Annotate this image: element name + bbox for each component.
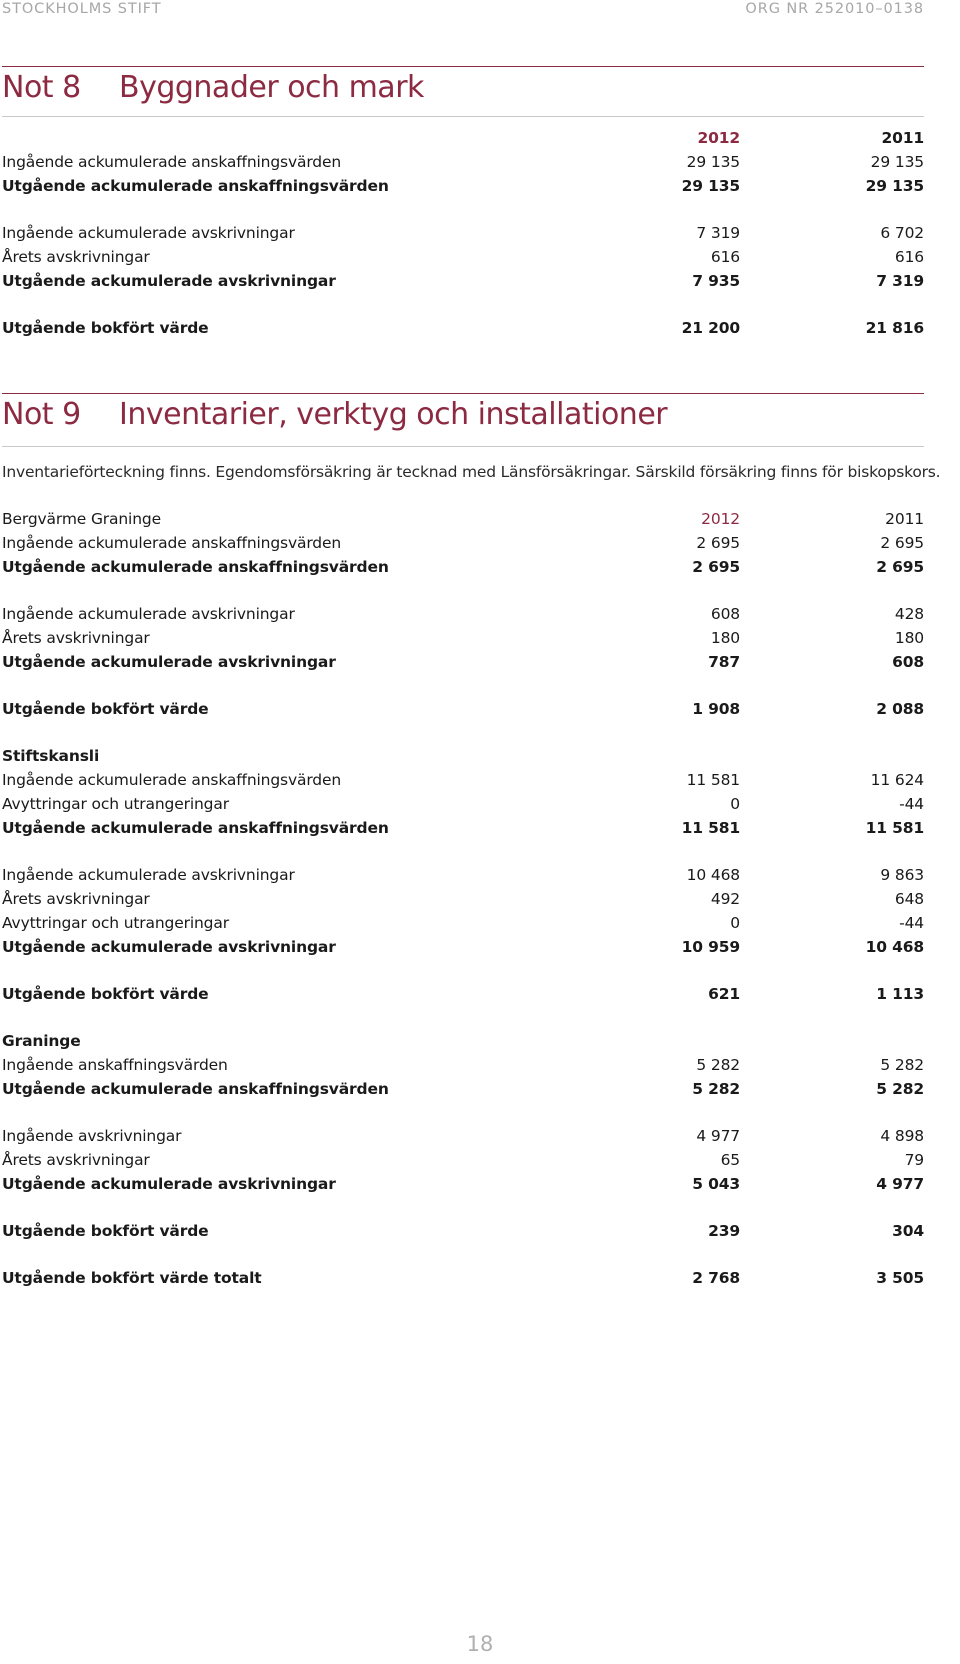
row-label: Ingående ackumulerade anskaffningsvärden — [2, 771, 342, 789]
value-2011: 428 — [894, 605, 924, 623]
table-row — [2, 626, 924, 650]
row-label: Utgående ackumulerade avskrivningar — [2, 938, 336, 956]
note9-top-rule — [2, 393, 924, 394]
value-2012: 65 — [720, 1151, 740, 1169]
running-header-left: STOCKHOLMS STIFT — [2, 1, 162, 17]
value-2012: 5 282 — [692, 1080, 740, 1098]
note8-table — [2, 126, 924, 340]
value-2011: 11 581 — [865, 819, 924, 837]
table-row — [2, 221, 924, 245]
row-label: Ingående ackumulerade avskrivningar — [2, 605, 295, 623]
value-2011: 608 — [892, 653, 924, 671]
value-2011: 79 — [904, 1151, 924, 1169]
row-label: Utgående ackumulerade anskaffningsvärden — [2, 177, 389, 195]
value-2012: 621 — [708, 985, 740, 1003]
table-row — [2, 863, 924, 887]
table-row — [2, 1077, 924, 1101]
row-label: Utgående bokfört värde totalt — [2, 1269, 262, 1287]
note8-header — [2, 70, 924, 110]
row-label: Årets avskrivningar — [2, 1151, 150, 1169]
total-row — [2, 1266, 924, 1290]
value-2012: 29 135 — [681, 177, 740, 195]
table-row — [2, 555, 924, 579]
table-row — [2, 887, 924, 911]
value-2011: 9 863 — [880, 866, 924, 884]
running-header — [0, 0, 924, 20]
row-label: Årets avskrivningar — [2, 629, 150, 647]
table-row — [2, 602, 924, 626]
section-header-row — [2, 1029, 924, 1053]
value-2011: 10 468 — [865, 938, 924, 956]
value-2011: 29 135 — [870, 153, 924, 171]
value-2012: 608 — [710, 605, 740, 623]
note9-bottom-rule — [2, 446, 924, 447]
row-label: Årets avskrivningar — [2, 248, 150, 266]
value-2012: 2 695 — [696, 534, 740, 552]
value-2012: 11 581 — [681, 819, 740, 837]
value-2011: 2 695 — [876, 558, 924, 576]
table-row — [2, 816, 924, 840]
value-2011: -44 — [899, 795, 924, 813]
note8-bottom-rule — [2, 116, 924, 117]
note8-title: Byggnader och mark — [119, 70, 424, 105]
row-label: Utgående ackumulerade avskrivningar — [2, 653, 336, 671]
table-row — [2, 316, 924, 340]
value-2012: 239 — [708, 1222, 740, 1240]
table-row — [2, 1219, 924, 1243]
value-2012: 492 — [710, 890, 740, 908]
row-label: Ingående ackumulerade avskrivningar — [2, 866, 295, 884]
section-header-row — [2, 744, 924, 768]
table-row — [2, 768, 924, 792]
section-heading: Graninge — [2, 1032, 81, 1050]
table-row — [2, 150, 924, 174]
section-header-row — [2, 507, 924, 531]
value-2011: 4 977 — [876, 1175, 924, 1193]
value-2011: 616 — [894, 248, 924, 266]
row-label: Ingående ackumulerade avskrivningar — [2, 224, 295, 242]
value-2011: 5 282 — [880, 1056, 924, 1074]
note9-number: Not 9 — [2, 397, 81, 432]
value-2012: 787 — [708, 653, 740, 671]
value-2012: 10 959 — [681, 938, 740, 956]
row-label: Utgående ackumulerade avskrivningar — [2, 1175, 336, 1193]
value-2011: 2 088 — [876, 700, 924, 718]
value-2011: 29 135 — [865, 177, 924, 195]
row-label: Avyttringar och utrangeringar — [2, 914, 229, 932]
table-row — [2, 982, 924, 1006]
row-label: Ingående ackumulerade anskaffningsvärden — [2, 153, 342, 171]
value-2012: 7 935 — [692, 272, 740, 290]
value-2011: 4 898 — [880, 1127, 924, 1145]
row-label: Utgående ackumulerade anskaffningsvärden — [2, 558, 389, 576]
table-row — [2, 269, 924, 293]
year-2012: 2012 — [701, 510, 740, 528]
row-label: Ingående avskrivningar — [2, 1127, 182, 1145]
value-2011: 5 282 — [876, 1080, 924, 1098]
value-2011: 3 505 — [876, 1269, 924, 1287]
value-2012: 5 282 — [696, 1056, 740, 1074]
table-row — [2, 1148, 924, 1172]
section-heading: Bergvärme Graninge — [2, 510, 161, 528]
note9-title: Inventarier, verktyg och installationer — [119, 397, 668, 432]
value-2012: 0 — [730, 795, 740, 813]
row-label: Avyttringar och utrangeringar — [2, 795, 229, 813]
value-2012: 616 — [710, 248, 740, 266]
value-2012: 0 — [730, 914, 740, 932]
value-2011: -44 — [899, 914, 924, 932]
table-row — [2, 697, 924, 721]
year-2011: 2011 — [885, 510, 924, 528]
page-number: 18 — [466, 1632, 494, 1656]
note9-header — [2, 397, 924, 437]
value-2012: 180 — [710, 629, 740, 647]
table-row — [2, 531, 924, 555]
running-header-right: ORG NR 252010–0138 — [745, 1, 924, 17]
year-2012: 2012 — [697, 129, 740, 147]
note9-intro: Inventarieförteckning finns. Egendomsförsäkring är tecknad med Länsförsäkringar. Särskild försäkring finns för biskopskors. — [2, 463, 941, 481]
value-2012: 10 468 — [686, 866, 740, 884]
value-2012: 4 977 — [696, 1127, 740, 1145]
table-row — [2, 935, 924, 959]
table-row — [2, 1124, 924, 1148]
table-header-row — [2, 126, 924, 150]
value-2011: 648 — [894, 890, 924, 908]
value-2011: 304 — [892, 1222, 924, 1240]
value-2012: 29 135 — [686, 153, 740, 171]
row-label: Utgående bokfört värde — [2, 1222, 209, 1240]
value-2012: 7 319 — [696, 224, 740, 242]
value-2012: 2 768 — [692, 1269, 740, 1287]
table-row — [2, 650, 924, 674]
row-label: Årets avskrivningar — [2, 890, 150, 908]
table-row — [2, 1053, 924, 1077]
row-label: Utgående bokfört värde — [2, 319, 209, 337]
value-2012: 2 695 — [692, 558, 740, 576]
row-label: Utgående ackumulerade anskaffningsvärden — [2, 1080, 389, 1098]
value-2012: 5 043 — [692, 1175, 740, 1193]
table-row — [2, 792, 924, 816]
row-label: Utgående bokfört värde — [2, 985, 209, 1003]
note9-table — [2, 507, 924, 1290]
value-2012: 11 581 — [686, 771, 740, 789]
row-label: Utgående ackumulerade anskaffningsvärden — [2, 819, 389, 837]
note8-top-rule — [2, 66, 924, 67]
table-row — [2, 245, 924, 269]
row-label: Ingående ackumulerade anskaffningsvärden — [2, 534, 342, 552]
table-row — [2, 174, 924, 198]
row-label: Ingående anskaffningsvärden — [2, 1056, 228, 1074]
table-row — [2, 911, 924, 935]
value-2012: 21 200 — [681, 319, 740, 337]
value-2011: 2 695 — [880, 534, 924, 552]
note8-number: Not 8 — [2, 70, 81, 105]
row-label: Utgående bokfört värde — [2, 700, 209, 718]
value-2012: 1 908 — [692, 700, 740, 718]
value-2011: 11 624 — [870, 771, 924, 789]
year-2011: 2011 — [881, 129, 924, 147]
value-2011: 1 113 — [876, 985, 924, 1003]
value-2011: 180 — [894, 629, 924, 647]
value-2011: 6 702 — [880, 224, 924, 242]
section-heading: Stiftskansli — [2, 747, 100, 765]
value-2011: 21 816 — [865, 319, 924, 337]
row-label: Utgående ackumulerade avskrivningar — [2, 272, 336, 290]
value-2011: 7 319 — [876, 272, 924, 290]
table-row — [2, 1172, 924, 1196]
